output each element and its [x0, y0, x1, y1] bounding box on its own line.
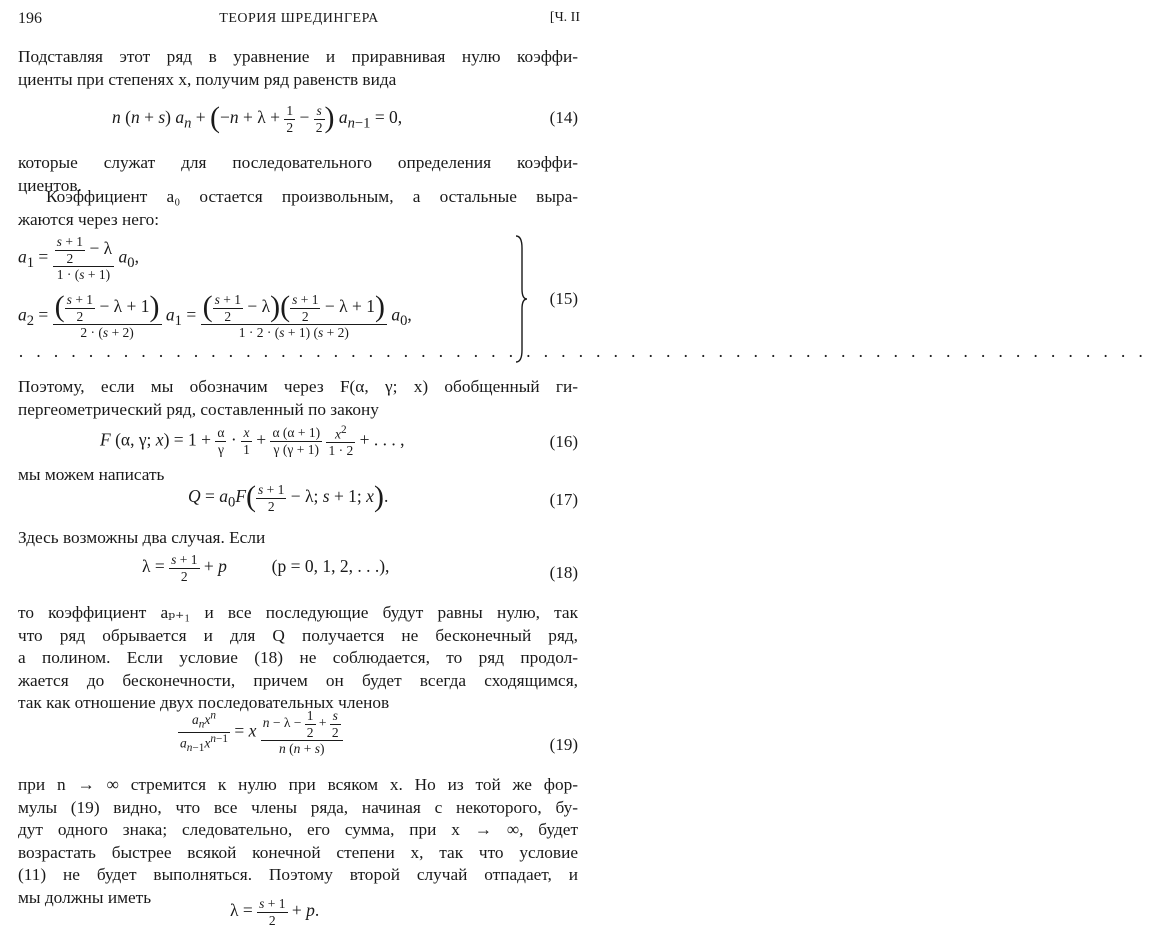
text-line: то коэффициент aₚ₊₁ и все последующие будут равны нулю, так: [18, 603, 578, 622]
text-line: дут одного знака; следовательно, его сумма, при x → ∞, будет: [18, 820, 578, 839]
text-line: возрастать быстрее всякой конечной степени x, так что условие: [18, 842, 578, 862]
paragraph-8: [18, 774, 578, 909]
equation-final: λ = $\frac{s + 1}{2}$ + p.: [230, 896, 320, 928]
text-line: циентов.: [18, 175, 82, 195]
text-line: циенты при степенях x, получим ряд равенств вида: [18, 69, 397, 89]
chapter-label: [Ч. II: [549, 10, 580, 25]
text-line: жается до бесконечности, причем он будет всегда сходящимся,: [18, 670, 578, 690]
ellipsis-row: ·································································: [18, 346, 1155, 366]
text-line: а полином. Если условие (18) не соблюдается, то ряд продол-: [18, 648, 578, 667]
equation-18: λ = $\frac{s + 1}{2}$ + p (p = 0, 1, 2, . . .),: [142, 552, 390, 584]
equation-19: $\frac{a_nx^n}{a_{n-1}x^{n-1}}$ = x n − λ − $\frac{1}{2}$ + $\frac{s}{2}$ n (n + s): [178, 708, 343, 757]
text-line: мы должны иметь: [18, 887, 152, 907]
equation-15-a1: $a_1$ = $\frac{s + 1}{2}$ − λ 1 · (s + 1) $a_0$,: [18, 234, 139, 283]
text-line: Коэффициент a₀ остается произвольным, а остальные выра-: [46, 187, 578, 206]
equation-18-condition: (p = 0, 1, 2, . . .),: [271, 556, 390, 577]
equation-number-15: (15): [549, 289, 578, 308]
text-line: которые служат для последовательного определения коэффи-: [18, 153, 578, 172]
paragraph-4: [18, 376, 578, 421]
equation-15-a2: $a_2$ = ( $\frac{s + 1}{2}$ − λ + 1) 2 · (s + 2) $a_1$ = ( $\frac{s + 1}{2}$ − λ)( $\frac{s + 1}{2}$ − λ + 1) 1 · 2 · (s + 1) (s + 2) $a_0$,: [18, 290, 412, 341]
right-brace: [514, 234, 528, 364]
text-line: Подставляя этот ряд в уравнение и приравнивая нулю коэффи-: [18, 47, 578, 66]
text-line: жаются через него:: [18, 209, 160, 229]
equation-17: $Q = a_0F$( $\frac{s + 1}{2}$ − λ; s + 1; x).: [188, 480, 389, 514]
text-line: мулы (19) видно, что все члены ряда, начиная с некоторого, бу-: [18, 797, 578, 817]
paragraph-1: [18, 46, 578, 91]
running-header: [18, 10, 580, 32]
text-line: при n → ∞ стремится к нулю при всяком x. Но из той же фор-: [18, 775, 578, 794]
equation-number-18: (18): [549, 563, 578, 582]
equation-16: F (α, γ; x) = 1 + $\frac{\alpha}{\gamma}$ · $\frac{x}{1}$ + $\frac{\alpha (\alpha + 1)}{\gamma (\gamma + 1)}$ $\frac{x^2}{1 \cdot 2}$ + . . . ,: [100, 424, 405, 459]
equation-number-16: (16): [549, 432, 578, 451]
text-line: Здесь возможны два случая. Если: [18, 528, 266, 547]
text-line: так как отношение двух последовательных членов: [18, 693, 390, 712]
text-line: что ряд обрывается и для Q получается не бесконечный ряд,: [18, 625, 578, 645]
paragraph-7: [18, 602, 578, 715]
text-line: Поэтому, если мы обозначим через F(α, γ; x) обобщенный ги-: [18, 377, 578, 396]
page-number: 196: [18, 10, 42, 27]
text-line: пергеометрический ряд, составленный по закону: [18, 399, 379, 419]
text-line: (11) не будет выполняться. Поэтому второй случай отпадает, и: [18, 865, 578, 884]
equation-number-14: (14): [549, 108, 578, 127]
paragraph-3: [18, 186, 578, 231]
paragraph-6: [18, 527, 578, 550]
equation-14: n (n + s) $a_n + (-n + \lambda$ + $\frac{1}{2}$ − $\frac{s}{2}$ ) $a_{n-1} = 0$,: [112, 101, 403, 135]
text-line: мы можем написать: [18, 465, 165, 484]
equation-number-17: (17): [549, 490, 578, 509]
equation-number-19: (19): [549, 735, 578, 754]
running-title: ТЕОРИЯ ШРЕДИНГЕРА: [219, 11, 379, 26]
